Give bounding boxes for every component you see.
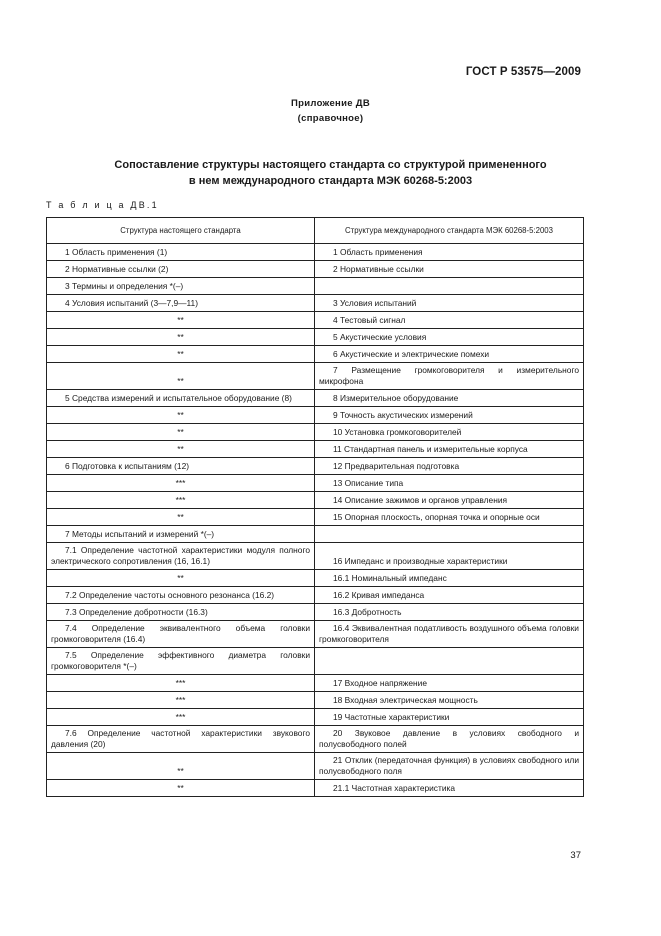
annex-label: Приложение ДВ	[291, 98, 370, 109]
table-row	[47, 692, 584, 709]
document-id: ГОСТ Р 53575—2009	[465, 66, 581, 78]
cell-national: **	[47, 329, 315, 346]
cell-national: 7.2 Определение частоты основного резонанса (16.2)	[47, 587, 315, 604]
cell-national: 2 Нормативные ссылки (2)	[47, 261, 315, 278]
table-row	[47, 407, 584, 424]
page-title	[0, 157, 661, 189]
table-header-row	[47, 218, 584, 244]
cell-international: 10 Установка громкоговорителей	[315, 424, 584, 441]
table-row	[47, 726, 584, 753]
cell-international: 14 Описание зажимов и органов управления	[315, 492, 584, 509]
cell-international: 21.1 Частотная характеристика	[315, 780, 584, 797]
cell-national: 7.4 Определение эквивалентного объема головки громкоговорителя (16.4)	[47, 621, 315, 648]
cell-international: 19 Частотные характеристики	[315, 709, 584, 726]
cell-national: **	[47, 312, 315, 329]
header-international-structure: Структура международного стандарта МЭК 60268-5:2003	[315, 218, 584, 244]
table-row	[47, 648, 584, 675]
table-row	[47, 363, 584, 390]
cell-national: **	[47, 407, 315, 424]
cell-national: ***	[47, 475, 315, 492]
cell-national: **	[47, 570, 315, 587]
cell-national: 7 Методы испытаний и измерений *(–)	[47, 526, 315, 543]
cell-national: ***	[47, 692, 315, 709]
table-row	[47, 526, 584, 543]
table-row	[47, 346, 584, 363]
cell-international: 17 Входное напряжение	[315, 675, 584, 692]
table-row	[47, 278, 584, 295]
table-row	[47, 709, 584, 726]
cell-international: 2 Нормативные ссылки	[315, 261, 584, 278]
table-row	[47, 587, 584, 604]
cell-international: 12 Предварительная подготовка	[315, 458, 584, 475]
cell-national: **	[47, 780, 315, 797]
cell-international: 9 Точность акустических измерений	[315, 407, 584, 424]
cell-international	[315, 526, 584, 543]
table-row	[47, 475, 584, 492]
table-row	[47, 570, 584, 587]
cell-international: 6 Акустические и электрические помехи	[315, 346, 584, 363]
table-row	[47, 329, 584, 346]
cell-national: 7.6 Определение частотной характеристики звукового давления (20)	[47, 726, 315, 753]
cell-national: ***	[47, 492, 315, 509]
cell-national: **	[47, 753, 315, 780]
table-row	[47, 458, 584, 475]
cell-national: ***	[47, 675, 315, 692]
cell-international: 8 Измерительное оборудование	[315, 390, 584, 407]
cell-national: 7.3 Определение добротности (16.3)	[47, 604, 315, 621]
cell-national: **	[47, 346, 315, 363]
title-line-1: Сопоставление структуры настоящего стандарта со структурой примененного	[114, 159, 547, 171]
cell-international: 5 Акустические условия	[315, 329, 584, 346]
annex-note: (справочное)	[297, 113, 364, 124]
cell-national: 3 Термины и определения *(–)	[47, 278, 315, 295]
cell-international: 20 Звуковое давление в условиях свободного и полусвободного полей	[315, 726, 584, 753]
cell-national: **	[47, 509, 315, 526]
cell-international: 21 Отклик (передаточная функция) в условиях свободного или полусвободного поля	[315, 753, 584, 780]
cell-international: 16 Импеданс и производные характеристики	[315, 543, 584, 570]
table-row	[47, 312, 584, 329]
table-row	[47, 244, 584, 261]
cell-international: 18 Входная электрическая мощность	[315, 692, 584, 709]
cell-national: **	[47, 363, 315, 390]
cell-international: 1 Область применения	[315, 244, 584, 261]
cell-national: **	[47, 441, 315, 458]
cell-international: 16.2 Кривая импеданса	[315, 587, 584, 604]
table-caption: Т а б л и ц а ДВ.1	[46, 200, 159, 210]
table-row	[47, 753, 584, 780]
comparison-table	[46, 217, 584, 797]
table-row	[47, 424, 584, 441]
header-national-structure: Структура настоящего стандарта	[47, 218, 315, 244]
cell-international: 3 Условия испытаний	[315, 295, 584, 312]
cell-international	[315, 278, 584, 295]
table-row	[47, 261, 584, 278]
table-row	[47, 543, 584, 570]
cell-national: 5 Средства измерений и испытательное оборудование (8)	[47, 390, 315, 407]
cell-national: 6 Подготовка к испытаниям (12)	[47, 458, 315, 475]
cell-national: 7.1 Определение частотной характеристики модуля полного электрического сопротивления (16, 16.1)	[47, 543, 315, 570]
table-row	[47, 390, 584, 407]
table-row	[47, 621, 584, 648]
page-number: 37	[570, 850, 581, 861]
table-row	[47, 675, 584, 692]
cell-international: 16.1 Номинальный импеданс	[315, 570, 584, 587]
cell-international: 16.4 Эквивалентная податливость воздушного объема головки громкоговорителя	[315, 621, 584, 648]
table-body	[47, 244, 584, 797]
cell-international	[315, 648, 584, 675]
table-row	[47, 295, 584, 312]
cell-international: 13 Описание типа	[315, 475, 584, 492]
cell-international: 15 Опорная плоскость, опорная точка и опорные оси	[315, 509, 584, 526]
cell-international: 16.3 Добротность	[315, 604, 584, 621]
cell-international: 7 Размещение громкоговорителя и измерительного микрофона	[315, 363, 584, 390]
cell-national: ***	[47, 709, 315, 726]
table-row	[47, 604, 584, 621]
annex-heading	[0, 96, 661, 126]
table-row	[47, 441, 584, 458]
table-row	[47, 509, 584, 526]
cell-international: 4 Тестовый сигнал	[315, 312, 584, 329]
cell-international: 11 Стандартная панель и измерительные корпуса	[315, 441, 584, 458]
cell-national: **	[47, 424, 315, 441]
cell-national: 4 Условия испытаний (3—7,9—11)	[47, 295, 315, 312]
table-row	[47, 780, 584, 797]
table-row	[47, 492, 584, 509]
title-line-2: в нем международного стандарта МЭК 60268-5:2003	[188, 175, 473, 187]
cell-national: 7.5 Определение эффективного диаметра головки громкоговорителя *(–)	[47, 648, 315, 675]
cell-national: 1 Область применения (1)	[47, 244, 315, 261]
